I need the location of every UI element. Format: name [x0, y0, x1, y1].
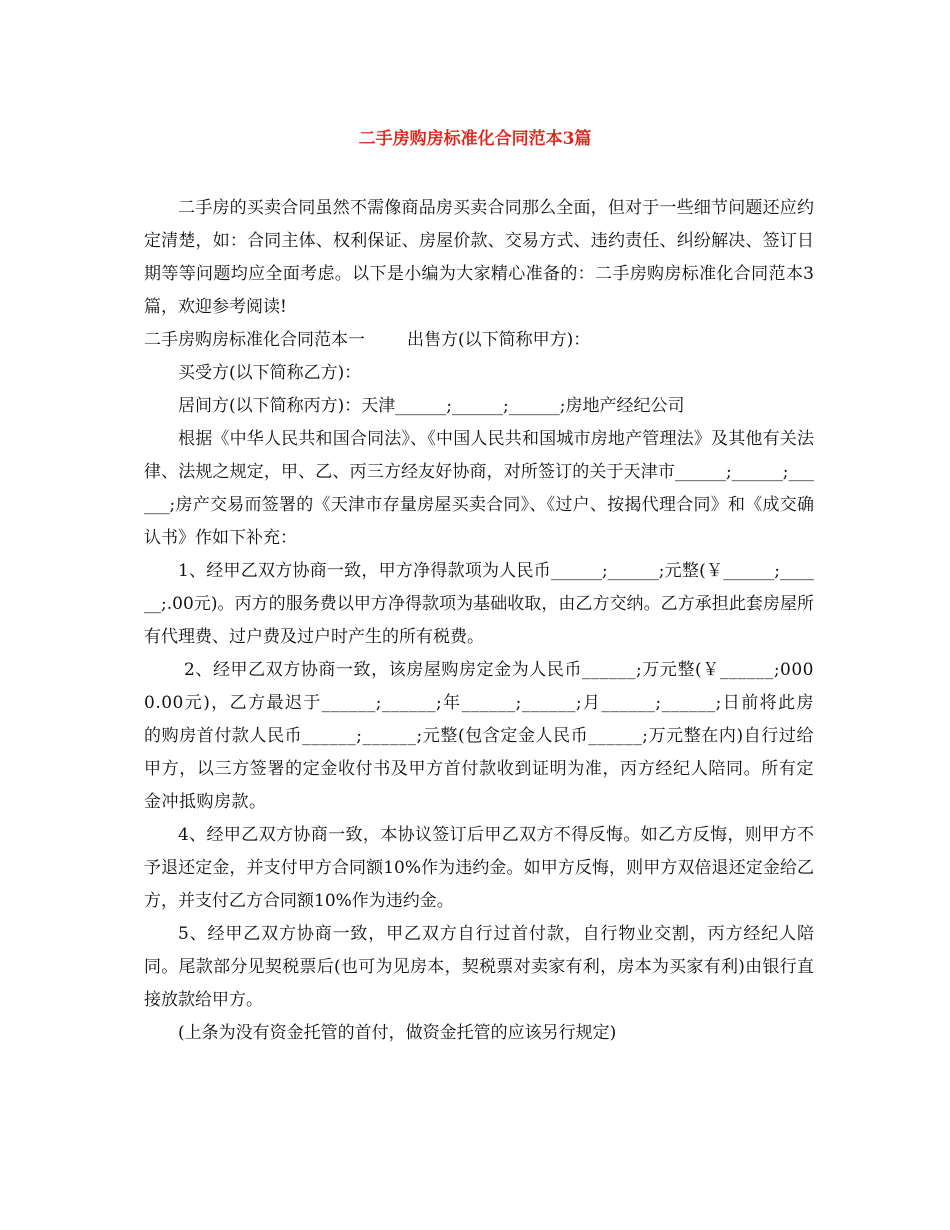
sample-heading-line	[144, 324, 814, 357]
document-title: 二手房购房标准化合同范本3篇	[358, 129, 592, 149]
buyer-label: 买受方(以下简称乙方)：	[178, 363, 362, 383]
basis-paragraph: 根据《中华人民共和国合同法》、《中国人民共和国城市房地产管理法》及其他有关法律、法规之规定，甲、乙、丙三方经友好协商，对所签订的关于天津市______;______;______;房产交易而签署的《天津市存量房屋买卖合同》、《过户、按揭代理合同》和《成交确认书》作如下补充：	[144, 429, 814, 548]
clause-5: 5、经甲乙双方协商一致，甲乙双方自行过首付款，自行物业交割，丙方经纪人陪同。尾款部分见契税票后(也可为见房本，契税票对卖家有利，房本为买家有利)由银行直接放款给甲方。	[144, 924, 814, 1010]
seller-label: 出售方(以下简称甲方)：	[407, 330, 591, 350]
clause-2: 2、经甲乙双方协商一致，该房屋购房定金为人民币______;万元整(￥______;0000.00元)，乙方最迟于______;______;年______;______;月______;______;日前将此房的购房首付款人民币______;______;元整(包含定金人民币______;万元整在内)自行过给甲方，以三方签署的定金收付书及甲方首付款收到证明为准，丙方经纪人陪同。所有定金冲抵购房款。	[144, 660, 814, 812]
clause-1: 1、经甲乙双方协商一致，甲方净得款项为人民币______;______;元整(￥______;______;.00元)。丙方的服务费以甲方净得款项为基础收取，由乙方交纳。乙方承担此套房屋所有代理费、过户费及过户时产生的所有税费。	[144, 561, 814, 647]
intro-paragraph: 二手房的买卖合同虽然不需像商品房买卖合同那么全面，但对于一些细节问题还应约定清楚，如：合同主体、权利保证、房屋价款、交易方式、违约责任、纠纷解决、签订日期等等问题均应全面考虑。以下是小编为大家精心准备的：二手房购房标准化合同范本3篇，欢迎参考阅读!	[144, 198, 814, 317]
document-body	[144, 192, 814, 1050]
broker-label: 居间方(以下简称丙方)：天津______;______;______;房地产经纪公司	[178, 396, 685, 416]
clause-4: 4、经甲乙双方协商一致，本协议签订后甲乙双方不得反悔。如乙方反悔，则甲方不予退还定金，并支付甲方合同额10%作为违约金。如甲方反悔，则甲方双倍退还定金给乙方，并支付乙方合同额10%作为违约金。	[144, 825, 814, 911]
sample-heading: 二手房购房标准化合同范本一	[144, 330, 365, 350]
note-paragraph: (上条为没有资金托管的首付，做资金托管的应该另行规定)	[178, 1023, 617, 1043]
